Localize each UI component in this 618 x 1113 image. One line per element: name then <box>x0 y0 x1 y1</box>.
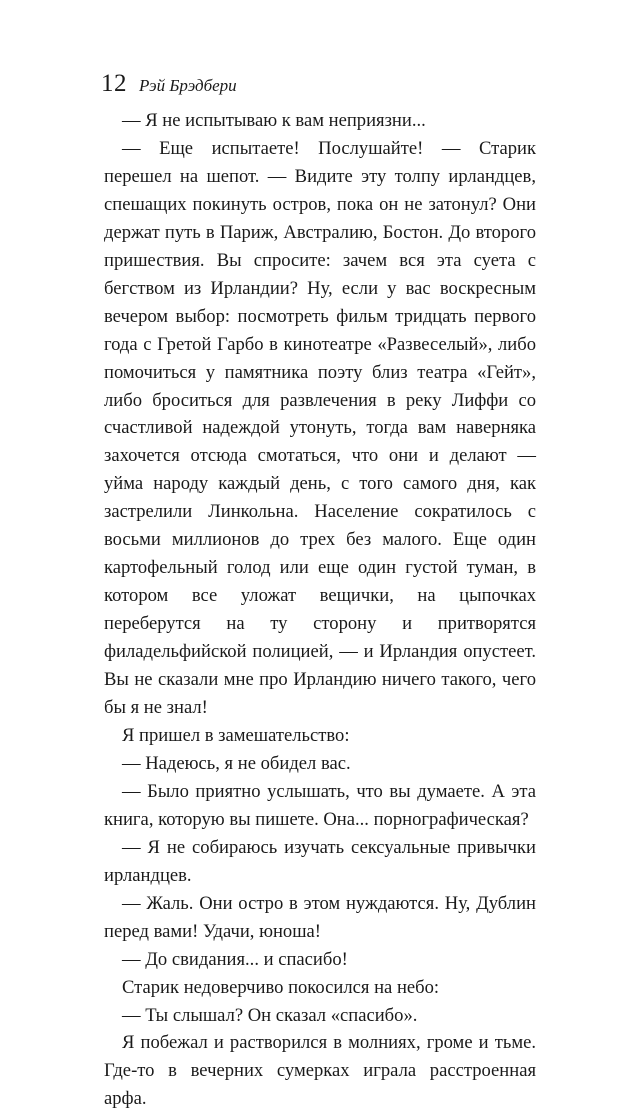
paragraph: — Надеюсь, я не обидел вас. <box>122 752 351 774</box>
page-header <box>101 70 237 100</box>
paragraph: — Я не испытываю к вам неприязни... <box>122 110 426 131</box>
paragraph: — До свидания... и спасибо! <box>122 948 348 970</box>
paragraph: — Было приятно услышать, что вы думаете. А эта книга, которую вы пишете. Она... порнографическая? <box>104 780 536 830</box>
running-head-author: Рэй Брэдбери <box>139 76 237 95</box>
page-number: 12 <box>101 70 127 97</box>
paragraph: Я пришел в замешательство: <box>122 724 350 746</box>
paragraph: — Я не собираюсь изучать сексуальные привычки ирландцев. <box>104 836 536 886</box>
paragraph: — Еще испытаете! Послушайте! — Старик перешел на шепот. — Видите эту толпу ирландцев, спешащих покинуть остров, пока он не затонул? Они держат путь в Париж, Австралию, Бостон. До второго пришествия. Вы спросите: зачем вся эта суета с бегством из Ирландии? Ну, если у вас воскресным вечером выбор: посмотреть фильм тридцать первого года с Гретой Гарбо в кинотеатре «Развеселый», либо помочиться у памятника поэту близ театра «Гейт», либо броситься для развлечения в реку Лиффи со счастливой надеждой утонуть, тогда вам наверняка захочется отсюда смотаться, что они и делают — уйма народу каждый день, с того самого дня, как застрелили Линкольна. Население сократилось с восьми миллионов до трех без малого. Еще один картофельный голод или еще один густой туман, в котором все уложат вещички, на цыпочках переберутся на ту сторону и притворятся филадельфийской полицией, — и Ирландия опустеет. Вы не сказали мне про Ирландию ничего такого, чего бы я не знал! <box>104 137 536 719</box>
paragraph: — Жаль. Они остро в этом нуждаются. Ну, Дублин перед вами! Удачи, юноша! <box>104 892 536 942</box>
body-text <box>104 107 536 1113</box>
paragraph: Я побежал и растворился в молниях, громе и тьме. Где-то в вечерних сумерках играла расстроенная арфа. <box>104 1032 536 1110</box>
paragraph: Старик недоверчиво покосился на небо: <box>122 976 440 998</box>
paragraph: — Ты слышал? Он сказал «спасибо». <box>122 1004 418 1026</box>
